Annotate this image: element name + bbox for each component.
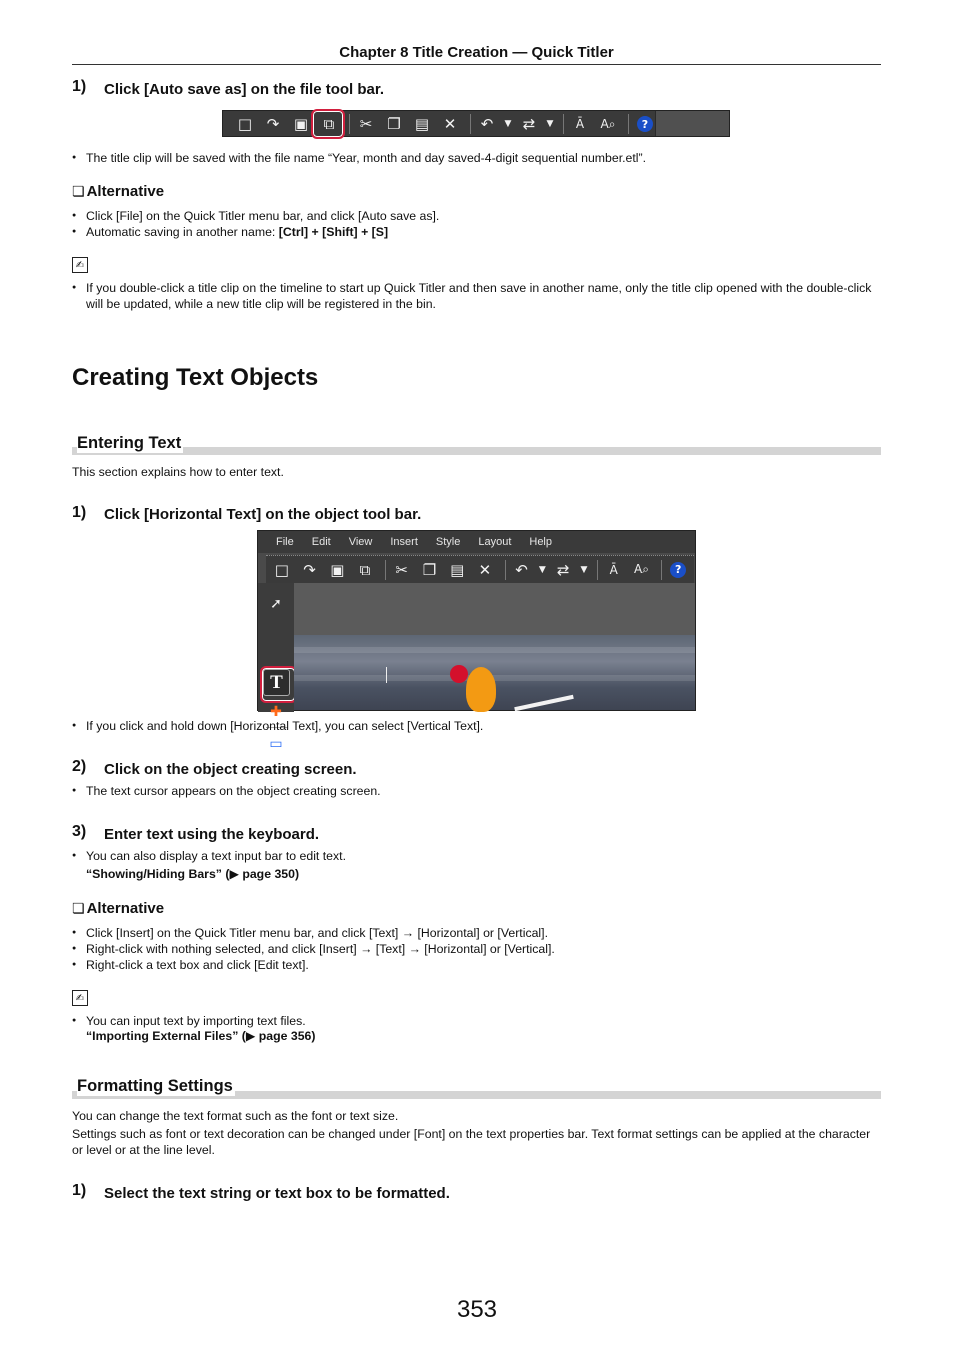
bullet-note: ● You can also display a text input bar to edit text. xyxy=(72,848,346,864)
rectangle-tool-icon[interactable]: ▭ xyxy=(269,736,283,752)
object-creating-screen[interactable] xyxy=(294,583,695,635)
alternative-item: ● Right-click with nothing selected, and click [Insert] → [Text] → [Horizontal] or [Vertical]. xyxy=(72,941,555,957)
alternative-heading xyxy=(72,900,164,917)
menu-edit[interactable]: Edit xyxy=(311,536,331,548)
new-icon[interactable]: □ xyxy=(274,560,289,579)
step-text: Enter text using the keyboard. xyxy=(104,826,320,843)
select-arrow-icon[interactable]: ➚ xyxy=(270,596,282,612)
font-replace-icon[interactable]: Ā xyxy=(609,562,618,577)
straw xyxy=(514,695,574,711)
open-icon[interactable]: ↷ xyxy=(303,560,316,579)
background-photo xyxy=(294,635,695,710)
toolbar-separator xyxy=(661,560,662,580)
font-replace-icon[interactable]: Ā xyxy=(575,117,585,131)
toolbar-separator xyxy=(349,114,350,134)
step-number: 1) xyxy=(72,78,87,95)
step-number: 1) xyxy=(72,1182,87,1199)
shape-tool-icon[interactable]: ✚ xyxy=(270,704,282,720)
undo-icon[interactable]: ↶ xyxy=(480,115,494,133)
cherry xyxy=(450,665,468,683)
undo-dropdown-icon[interactable]: ▼ xyxy=(504,119,512,129)
help-button[interactable] xyxy=(666,559,690,581)
note-icon: ✍ xyxy=(72,257,88,273)
highlight-ring xyxy=(260,666,297,703)
copy-icon[interactable]: ❐ xyxy=(387,115,401,133)
toolbar-separator xyxy=(563,114,564,134)
photo-detail xyxy=(294,647,695,653)
step-number: 2) xyxy=(72,758,87,775)
help-icon: ? xyxy=(670,562,686,578)
open-icon[interactable]: ↷ xyxy=(266,115,280,133)
redo-dropdown-icon[interactable]: ▼ xyxy=(546,119,554,129)
menu-insert[interactable]: Insert xyxy=(390,536,418,548)
cut-icon[interactable]: ✂ xyxy=(359,115,373,133)
toolbar-separator xyxy=(597,560,598,580)
alternative-item: ● Click [Insert] on the Quick Titler menu bar, and click [Text] → [Horizontal] or [Vertical]. xyxy=(72,925,548,941)
step-text: Click [Horizontal Text] on the object tool bar. xyxy=(104,506,422,523)
paste-icon[interactable]: ▤ xyxy=(414,115,430,133)
alternative-item: ● Click [File] on the Quick Titler menu bar, and click [Auto save as]. xyxy=(72,208,439,224)
redo-icon[interactable]: ⇄ xyxy=(522,115,536,133)
delete-icon[interactable]: ✕ xyxy=(478,560,492,579)
auto-save-as-icon[interactable]: ⧉ xyxy=(317,113,341,135)
step-number: 3) xyxy=(72,823,87,840)
redo-dropdown-icon[interactable]: ▼ xyxy=(580,564,588,575)
page-reference-link[interactable]: “Showing/Hiding Bars” (▶ page 350) xyxy=(86,867,300,881)
help-button[interactable] xyxy=(633,113,657,135)
bullet-note: ● The text cursor appears on the object creating screen. xyxy=(72,783,381,799)
note-icon: ✍ xyxy=(72,990,88,1006)
redo-icon[interactable]: ⇄ xyxy=(556,560,570,579)
toolbar-separator xyxy=(628,114,629,134)
subsection-title: Formatting Settings xyxy=(77,1077,233,1095)
save-icon[interactable]: ▣ xyxy=(330,560,345,579)
note-text: ● If you double-click a title clip on the timeline to start up Quick Titler and then save in another name, only the title clip opened with the double-click will be updated, while a new title clip will be registered in the bin. xyxy=(72,280,876,312)
auto-save-as-icon[interactable]: ⧉ xyxy=(359,560,371,579)
alternative-item xyxy=(72,224,388,240)
undo-dropdown-icon[interactable]: ▼ xyxy=(538,564,546,575)
menu-help[interactable]: Help xyxy=(529,536,552,548)
cut-icon[interactable]: ✂ xyxy=(395,560,408,579)
menu-file[interactable]: File xyxy=(276,536,294,548)
alternative-item: ● Right-click a text box and click [Edit text]. xyxy=(72,957,309,973)
toolbar-separator xyxy=(470,114,471,134)
header-rule xyxy=(72,64,881,65)
paste-icon[interactable]: ▤ xyxy=(450,560,465,579)
page-number: 353 xyxy=(456,1296,498,1323)
section-bar xyxy=(72,447,881,455)
bullet-note: ● The title clip will be saved with the file name “Year, month and day saved-4-digit sequential number.etl”. xyxy=(72,150,646,166)
save-icon[interactable]: ▣ xyxy=(293,115,309,133)
find-icon[interactable]: A⌕ xyxy=(600,116,616,131)
menu-bar xyxy=(258,531,695,553)
alternative-icon: ❏ xyxy=(72,183,85,200)
file-toolbar-screenshot xyxy=(222,110,730,137)
paragraph: Settings such as font or text decoration can be changed under [Font] on the text properties bar. Text format settings can be applied at the character or level or at the line level. xyxy=(72,1127,871,1157)
menu-style[interactable]: Style xyxy=(435,536,461,548)
toolbar-separator xyxy=(505,560,506,580)
menu-view[interactable]: View xyxy=(348,536,373,548)
highlight-ring xyxy=(311,109,345,139)
chapter-header: Chapter 8 Title Creation — Quick Titler xyxy=(339,44,614,61)
subsection-title: Entering Text xyxy=(77,434,182,452)
new-icon[interactable]: □ xyxy=(237,115,253,133)
alternative-item-text: Automatic saving in another name: xyxy=(86,225,279,239)
help-icon: ? xyxy=(637,116,653,132)
step-number: 1) xyxy=(72,504,87,521)
horizontal-text-tool[interactable]: T xyxy=(263,669,290,696)
step-text: Click [Auto save as] on the file tool bar. xyxy=(104,81,385,98)
paragraph: You can change the text format such as the font or text size. xyxy=(72,1109,399,1123)
alternative-label: Alternative xyxy=(86,183,165,200)
delete-icon[interactable]: ✕ xyxy=(443,115,457,133)
file-toolbar xyxy=(266,555,694,583)
shortcut-keys: [Ctrl] + [Shift] + [S] xyxy=(278,225,389,239)
toolbar-empty-area xyxy=(655,111,729,136)
undo-icon[interactable]: ↶ xyxy=(515,560,528,579)
step-text: Select the text string or text box to be formatted. xyxy=(104,1185,450,1202)
alternative-heading xyxy=(72,183,164,200)
toolbar-separator xyxy=(385,560,386,580)
find-icon[interactable]: A⌕ xyxy=(634,562,649,576)
menu-layout[interactable]: Layout xyxy=(478,536,512,548)
copy-icon[interactable]: ❐ xyxy=(422,560,437,579)
orange-slice xyxy=(466,667,496,712)
alternative-icon: ❏ xyxy=(72,900,85,917)
bullet-note: ● If you click and hold down [Horizontal Text], you can select [Vertical Text]. xyxy=(72,718,483,734)
page-reference-link[interactable]: “Importing External Files” (▶ page 356) xyxy=(86,1029,316,1043)
section-intro: This section explains how to enter text. xyxy=(72,465,284,479)
step-text: Click on the object creating screen. xyxy=(104,761,357,778)
alternative-label: Alternative xyxy=(86,900,165,917)
text-cursor xyxy=(386,667,387,683)
object-toolbar xyxy=(258,583,294,752)
section-title: Creating Text Objects xyxy=(72,364,319,391)
note-text: ● You can input text by importing text files. xyxy=(72,1013,306,1029)
